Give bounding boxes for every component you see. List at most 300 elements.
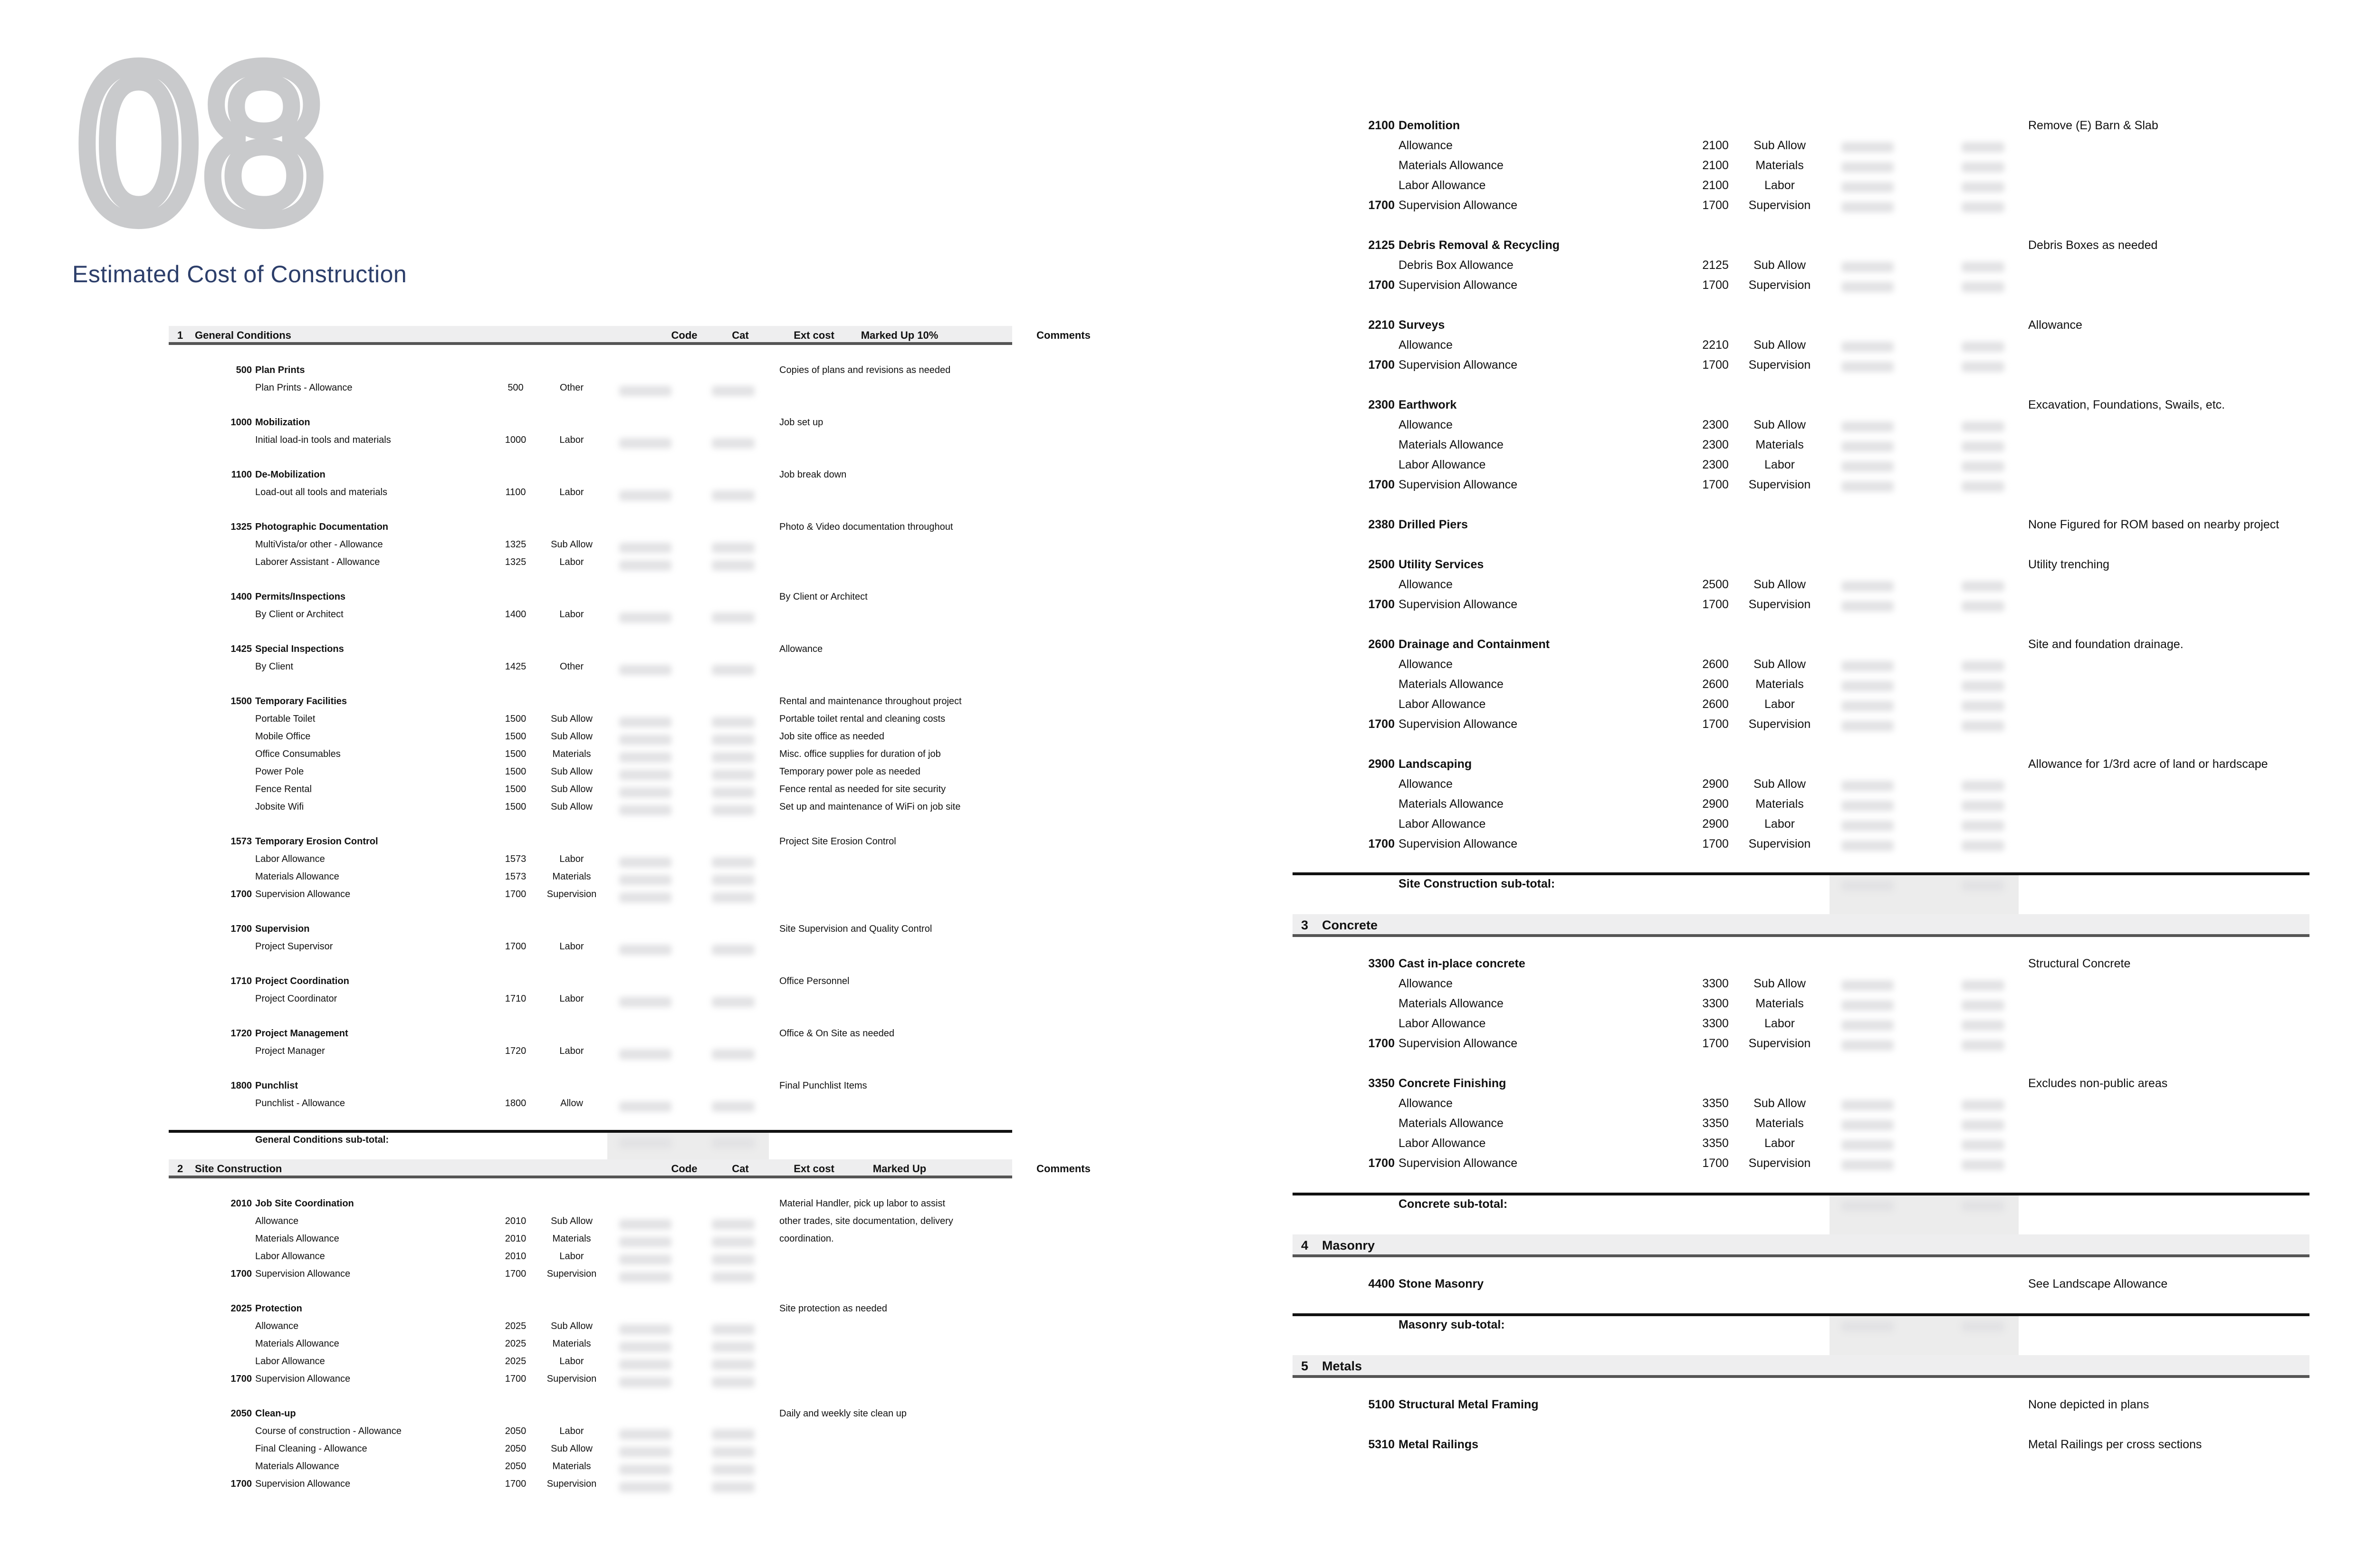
redacted-amount [1962,481,2004,492]
item-label: Allowance [1399,338,1453,352]
group-code: 2025 [230,1303,252,1314]
item-code: 2600 [1702,678,1729,691]
item-category: Sub Allow [551,766,593,777]
item-comment: Job site office as needed [779,731,884,742]
item-code: 1700 [1702,478,1729,491]
redacted-amount [1962,1040,2004,1051]
group-name: De-Mobilization [255,469,326,480]
redacted-amount [1841,880,1894,891]
item-lead-code: 1700 [1368,1037,1395,1050]
item-code: 1720 [505,1046,527,1056]
group-name: Concrete Finishing [1399,1077,1506,1090]
item-label: Labor Allowance [255,854,325,864]
item-code: 1700 [505,1269,527,1279]
line-item [0,338,2376,355]
item-category: Sub Allow [1753,578,1806,591]
item-code: 3350 [1702,1097,1729,1110]
item-code: 1700 [1702,1157,1729,1170]
redacted-amount [1962,461,2004,472]
item-code: 2900 [1702,797,1729,811]
section-number: 3 [1301,918,1309,932]
group-name: Clean-up [255,1408,296,1419]
item-label: Supervision Allowance [255,1479,351,1489]
redacted-amount [1962,581,2004,592]
item-category: Sub Allow [1753,139,1806,152]
item-category: Sub Allow [551,1216,593,1226]
item-code: 1425 [505,661,527,672]
item-code: 2300 [1702,458,1729,471]
redacted-amount [1962,701,2004,711]
group-code: 500 [236,365,252,375]
group-comment: Job set up [779,417,824,428]
redacted-amount [1962,182,2004,192]
group-comment: By Client or Architect [779,592,868,602]
redacted-amount [1841,701,1894,711]
item-code: 2050 [505,1444,527,1454]
item-category: Supervision [546,1269,597,1279]
item-code: 2600 [1702,698,1729,711]
item-code: 2010 [505,1233,527,1244]
redacted-amount [1841,821,1894,831]
group-name: Temporary Erosion Control [255,836,378,847]
group-code: 1100 [231,469,252,480]
item-label: Labor Allowance [1399,817,1486,831]
section-number: 5 [1301,1359,1309,1373]
item-label: Supervision Allowance [1399,598,1518,611]
redacted-amount [1841,980,1894,991]
group-code: 5100 [1368,1398,1395,1411]
item-category: Supervision [546,1374,597,1384]
subtotal-row [0,1318,2376,1335]
item-label: Mobile Office [255,731,311,742]
line-item [0,478,2376,495]
line-item [0,1097,2376,1114]
section-title: Metals [1322,1359,1362,1373]
item-label: Supervision Allowance [1399,1157,1518,1170]
item-category: Materials [1755,159,1804,172]
group-code: 2125 [1368,239,1395,252]
subtotal-rule [1293,872,2309,875]
redacted-amount [1841,1321,1894,1332]
item-category: Supervision [1748,717,1811,731]
item-category: Labor [559,854,584,864]
redacted-amount [1962,162,2004,172]
line-item [0,1137,2376,1154]
group-name: Job Site Coordination [255,1198,354,1209]
item-label: Materials Allowance [1399,438,1504,451]
item-label: Labor Allowance [1399,1017,1486,1030]
redacted-amount [1962,1321,2004,1332]
item-category: Labor [1764,817,1795,831]
redacted-amount [1962,1160,2004,1170]
group-comment: Project Site Erosion Control [779,836,896,847]
col-comments-header: Comments [1036,329,1091,341]
item-category: Labor [559,557,584,567]
redacted-amount [1962,801,2004,811]
item-code: 1700 [1702,1037,1729,1050]
redacted-amount [1962,1120,2004,1130]
group-name: Metal Railings [1399,1438,1479,1451]
item-category: Supervision [546,1479,597,1489]
group-code: 2050 [230,1408,252,1419]
redacted-amount [1962,781,2004,791]
item-code: 1100 [505,487,526,497]
item-category: Supervision [1748,478,1811,491]
item-category: Supervision [1748,1037,1811,1050]
item-code: 1700 [1702,358,1729,372]
item-label: Allowance [255,1321,299,1331]
group-code: 1700 [230,924,252,934]
item-lead-code: 1700 [1368,478,1395,491]
item-category: Sub Allow [1753,1097,1806,1110]
line-item [0,658,2376,675]
item-lead-code: 1700 [1368,1157,1395,1170]
redacted-amount [1962,202,2004,212]
group-row [0,1277,2376,1294]
col-marked-header: Marked Up 10% [861,329,939,341]
item-code: 2050 [505,1461,527,1472]
redacted-amount [1962,421,2004,432]
item-label: Labor Allowance [1399,1137,1486,1150]
line-item [0,1037,2376,1054]
item-label: Materials Allowance [1399,997,1504,1010]
redacted-amount [1841,721,1894,731]
item-label: Allowance [1399,1097,1453,1110]
line-item [0,977,2376,994]
item-category: Materials [552,749,591,759]
group-name: Structural Metal Framing [1399,1398,1539,1411]
group-row [0,1398,2376,1415]
item-category: Labor [1764,698,1795,711]
group-row [0,119,2376,136]
item-label: Supervision Allowance [1399,1037,1518,1050]
item-comment: Temporary power pole as needed [779,766,920,777]
redacted-amount [1841,182,1894,192]
group-code: 2100 [1368,119,1395,132]
group-comment: Remove (E) Barn & Slab [2028,119,2158,132]
redacted-amount [1962,821,2004,831]
subtotal-label: Site Construction sub-total: [1399,877,1555,890]
item-lead-code: 1700 [230,1479,252,1489]
group-name: Drilled Piers [1399,518,1468,531]
item-label: Labor Allowance [1399,458,1486,471]
item-label: Debris Box Allowance [1399,258,1514,272]
redacted-amount [1841,1140,1894,1150]
item-category: Materials [1755,997,1804,1010]
item-code: 1700 [505,1374,527,1384]
item-label: Supervision Allowance [1399,358,1518,372]
group-comment: Allowance [2028,318,2082,332]
item-category: Supervision [1748,837,1811,851]
item-category: Materials [552,871,591,882]
group-comment: None Figured for ROM based on nearby project [2028,518,2280,531]
redacted-amount [1962,661,2004,671]
redacted-amount [1841,421,1894,432]
group-code: 5310 [1368,1438,1395,1451]
redacted-amount [1841,681,1894,691]
item-category: Labor [559,941,584,952]
line-item [0,458,2376,475]
group-name: Project Coordination [255,976,349,986]
item-label: Materials Allowance [1399,1117,1504,1130]
item-code: 1700 [1702,717,1729,731]
item-label: Labor Allowance [255,1356,325,1367]
section-header [1293,1355,2309,1378]
subtotal-rule [1293,1193,2309,1195]
group-comment: Site protection as needed [779,1303,887,1314]
item-code: 2100 [1702,179,1729,192]
redacted-amount [1962,880,2004,891]
item-category: Materials [552,1339,591,1349]
section-number: 1 [177,329,183,341]
col-cat-header: Cat [732,1163,749,1175]
group-comment: Structural Concrete [2028,957,2131,970]
item-label: Supervision Allowance [1399,199,1518,212]
item-code: 2100 [1702,139,1729,152]
item-code: 3350 [1702,1137,1729,1150]
line-item [0,578,2376,595]
item-category: Labor [559,487,584,497]
group-code: 1573 [230,836,252,847]
redacted-amount [1841,481,1894,492]
item-label: Supervision Allowance [1399,717,1518,731]
item-category: Sub Allow [1753,258,1806,272]
group-name: Punchlist [255,1080,298,1091]
group-comment: Debris Boxes as needed [2028,239,2158,252]
section-title: Site Construction [195,1163,282,1175]
redacted-amount [1841,282,1894,292]
redacted-amount [1841,1160,1894,1170]
item-label: Materials Allowance [1399,678,1504,691]
item-category: Supervision [1748,358,1811,372]
item-label: Labor Allowance [1399,698,1486,711]
group-name: Supervision [255,924,310,934]
line-item [0,997,2376,1014]
group-name: Demolition [1399,119,1460,132]
item-comment: Misc. office supplies for duration of job [779,749,941,759]
line-item [0,817,2376,834]
item-label: Punchlist - Allowance [255,1098,345,1109]
line-item [0,199,2376,216]
item-code: 1700 [1702,278,1729,292]
item-category: Labor [559,1251,584,1262]
item-code: 3350 [1702,1117,1729,1130]
line-item [0,598,2376,615]
item-code: 1710 [505,994,527,1004]
item-label: Materials Allowance [255,871,339,882]
item-label: Laborer Assistant - Allowance [255,557,380,567]
item-label: Project Coordinator [255,994,337,1004]
item-category: Materials [552,1461,591,1472]
section-number: 4 [1301,1238,1309,1252]
item-label: Allowance [1399,418,1453,431]
redacted-amount [1841,441,1894,452]
group-comment: Copies of plans and revisions as needed [779,365,951,375]
group-name: Earthwork [1399,398,1457,411]
item-category: Materials [1755,678,1804,691]
item-label: Jobsite Wifi [255,802,304,812]
redacted-amount [1841,781,1894,791]
item-label: Allowance [1399,139,1453,152]
item-category: Labor [1764,1137,1795,1150]
item-code: 2010 [505,1216,527,1226]
item-label: MultiVista/or other - Allowance [255,539,383,550]
group-row [0,398,2376,415]
item-code: 1500 [505,749,527,759]
group-code: 1720 [230,1028,252,1039]
group-code: 4400 [1368,1277,1395,1291]
item-code: 1325 [505,539,527,550]
group-row [0,239,2376,256]
item-category: Labor [559,1426,584,1436]
item-code: 2500 [1702,578,1729,591]
redacted-amount [1841,1040,1894,1051]
line-item [0,698,2376,715]
line-item [0,358,2376,375]
line-item [0,1117,2376,1134]
col-code-header: Code [671,1163,698,1175]
group-comment: Metal Railings per cross sections [2028,1438,2202,1451]
col-ext-header: Ext cost [794,329,834,341]
item-category: Materials [1755,1117,1804,1130]
subtotal-rule [1293,1313,2309,1316]
item-code: 1573 [505,871,527,882]
item-comment: Set up and maintenance of WiFi on job site [779,802,961,812]
item-category: Sub Allow [1753,658,1806,671]
item-category: Supervision [546,889,597,899]
item-code: 1000 [505,435,527,445]
redacted-amount [1962,980,2004,991]
col-code-header: Code [671,329,698,341]
item-code: 2125 [1702,258,1729,272]
item-code: 2100 [1702,159,1729,172]
section-number: 2 [177,1163,183,1175]
group-comment: Office & On Site as needed [779,1028,895,1039]
item-code: 3300 [1702,977,1729,990]
group-comment: Allowance [779,644,823,654]
item-label: Allowance [1399,578,1453,591]
item-category: Sub Allow [1753,338,1806,352]
item-code: 1700 [1702,837,1729,851]
item-code: 2210 [1702,338,1729,352]
item-lead-code: 1700 [230,1374,252,1384]
item-label: Load-out all tools and materials [255,487,387,497]
item-code: 3300 [1702,1017,1729,1030]
item-category: Other [559,661,584,672]
item-label: Final Cleaning - Allowance [255,1444,367,1454]
line-item [0,1017,2376,1034]
group-comment: See Landscape Allowance [2028,1277,2168,1291]
item-label: Project Supervisor [255,941,333,952]
section-title: Concrete [1322,918,1378,932]
group-code: 1400 [230,592,252,602]
group-code: 1425 [230,644,252,654]
item-label: Allowance [1399,777,1453,791]
group-code: 1325 [230,522,252,532]
item-code: 1500 [505,784,527,794]
subtotal-label: General Conditions sub-total: [255,1135,389,1145]
item-category: Sub Allow [551,1321,593,1331]
item-label: Portable Toilet [255,714,316,724]
redacted-amount [1962,841,2004,851]
page-title: Estimated Cost of Construction [72,261,407,287]
item-category: Supervision [1748,1157,1811,1170]
item-label: Allowance [1399,658,1453,671]
item-category: Supervision [1748,598,1811,611]
item-code: 1573 [505,854,527,864]
group-row [0,558,2376,575]
item-code: 1700 [505,941,527,952]
item-code: 1500 [505,714,527,724]
group-code: 2900 [1368,757,1395,771]
subtotal-row [0,877,2376,894]
line-item [0,1157,2376,1174]
item-label: Labor Allowance [1399,179,1486,192]
group-comment: Site and foundation drainage. [2028,638,2184,651]
line-item [0,438,2376,455]
group-code: 2500 [1368,558,1395,571]
item-label: Labor Allowance [255,1251,325,1262]
group-name: Cast in-place concrete [1399,957,1525,970]
subtotal-label: Concrete sub-total: [1399,1197,1508,1211]
item-label: Materials Allowance [1399,159,1504,172]
item-label: Initial load-in tools and materials [255,435,391,445]
line-item [0,278,2376,296]
redacted-amount [1841,841,1894,851]
item-label: Fence Rental [255,784,312,794]
item-code: 1325 [505,557,527,567]
group-comment: None depicted in plans [2028,1398,2149,1411]
section-header [1293,914,2309,937]
item-category: Labor [559,1356,584,1367]
item-code: 2300 [1702,418,1729,431]
item-label: Supervision Allowance [1399,837,1518,851]
item-category: Materials [552,1233,591,1244]
item-label: Supervision Allowance [255,1269,351,1279]
group-name: Special Inspections [255,644,344,654]
item-category: Labor [559,609,584,620]
group-name: Protection [255,1303,302,1314]
redacted-amount [1841,362,1894,372]
col-comments-header: Comments [1036,1163,1091,1175]
group-name: Drainage and Containment [1399,638,1550,651]
group-name: Mobilization [255,417,310,428]
redacted-amount [1962,1201,2004,1211]
redacted-amount [1962,441,2004,452]
redacted-amount [1962,601,2004,612]
item-code: 1700 [1702,598,1729,611]
redacted-amount [1841,1020,1894,1031]
group-row [0,518,2376,535]
item-code: 2600 [1702,658,1729,671]
item-code: 2025 [505,1356,527,1367]
group-name: Plan Prints [255,365,305,375]
line-item [0,777,2376,794]
item-comment: other trades, site documentation, delivery [779,1216,953,1226]
redacted-amount [1841,461,1894,472]
redacted-amount [1962,342,2004,352]
item-lead-code: 1700 [1368,598,1395,611]
item-category: Sub Allow [1753,777,1806,791]
group-comment: Daily and weekly site clean up [779,1408,907,1419]
group-comment: Site Supervision and Quality Control [779,924,932,934]
line-item [0,179,2376,196]
item-label: Course of construction - Allowance [255,1426,402,1436]
item-category: Sub Allow [1753,418,1806,431]
redacted-amount [1841,342,1894,352]
item-lead-code: 1700 [1368,199,1395,212]
item-code: 1800 [505,1098,527,1109]
